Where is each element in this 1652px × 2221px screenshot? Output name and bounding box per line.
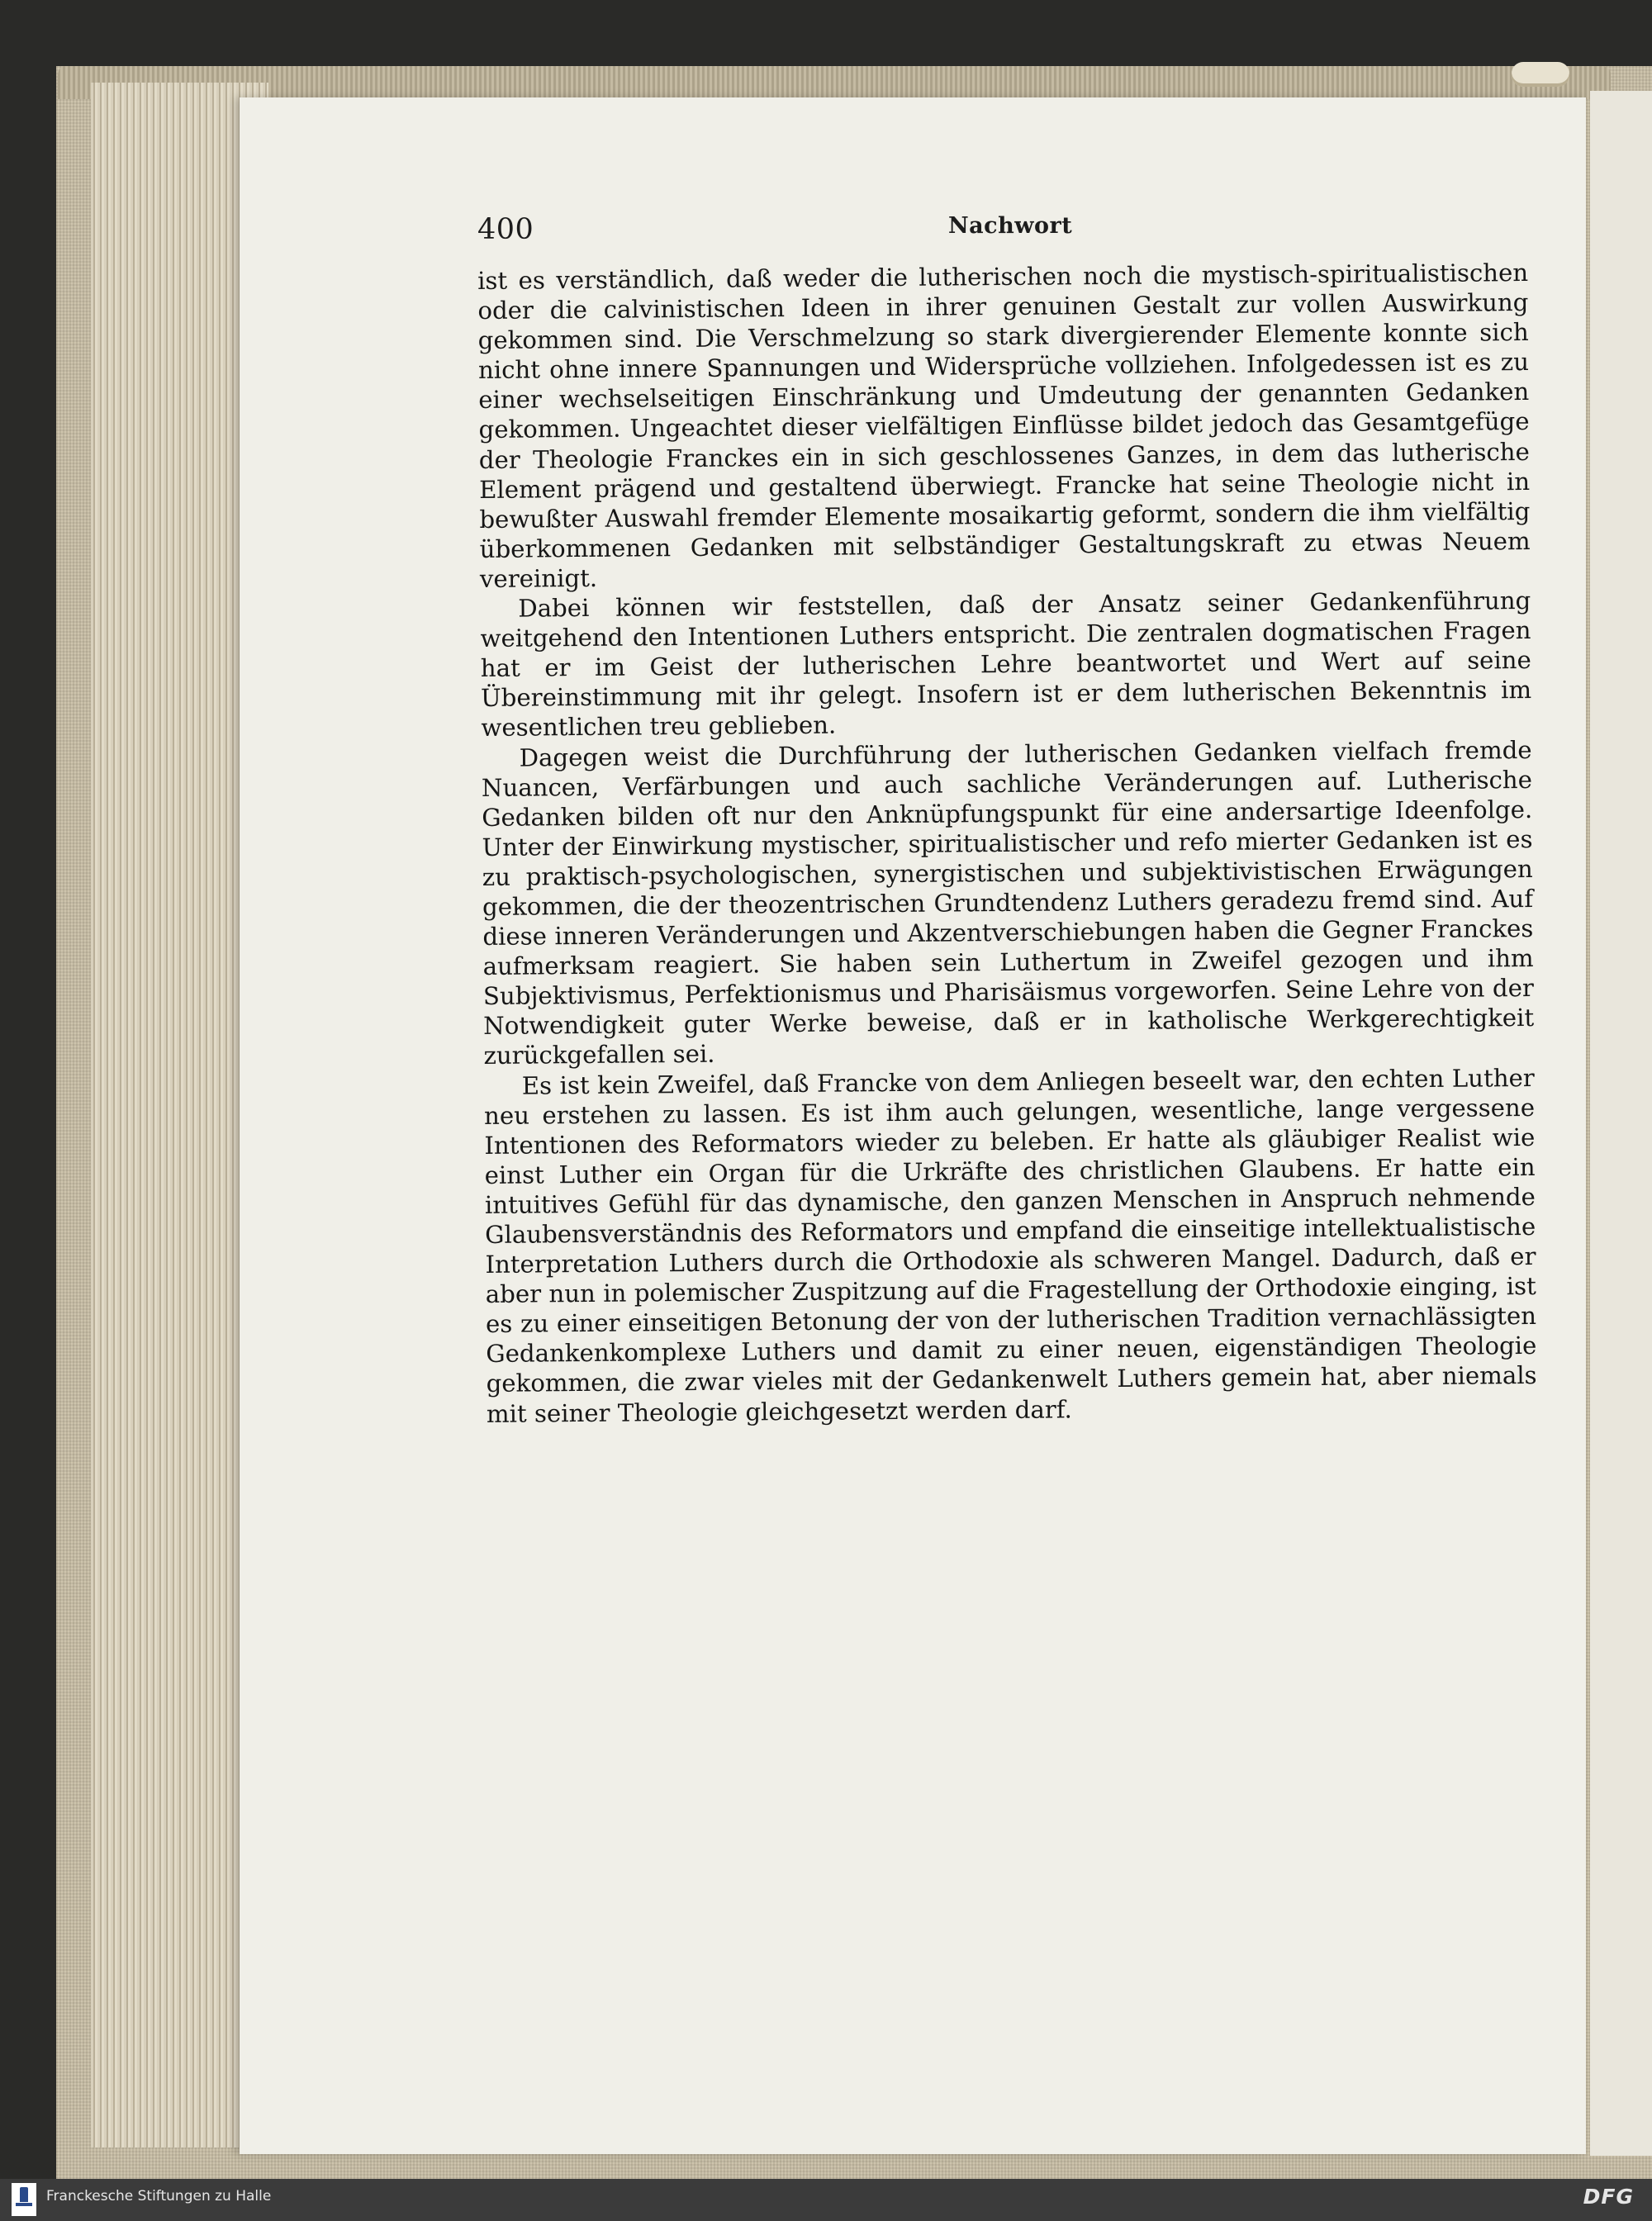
page-number: 400	[477, 213, 534, 246]
dfg-badge: DFG	[1583, 2185, 1634, 2209]
paragraph: Dabei können wir feststellen, daß der Ansatz seiner Gedankenführung weitgehend den Intentionen Luthers entspricht. Die zentralen dogmatischen Fragen hat er im Geist der lutherischen Lehre beantwortet und Wert auf seine Übereinstimmung mit ihr gelegt. Insofern ist er dem lutherischen Bekenntnis im wesentlichen treu geblieben.	[480, 586, 1532, 743]
institution-logo-icon	[12, 2183, 36, 2216]
body-text	[477, 258, 1537, 1429]
paragraph: ist es verständlich, daß weder die lutherischen noch die mystisch-spiritualistischen oder die calvinistischen Ideen in ihrer genuinen Gestalt zur vollen Auswirkung gekommen sind. Die Verschmelzung so stark divergierender Elemente konnte sich nicht ohne innere Spannungen und Widersprüche vollziehen. Infolgedessen ist es zu einer wechselseitigen Einschränkung und Umdeutung der genannten Gedanken gekommen. Ungeachtet dieser vielfältigen Einflüsse bildet jedoch das Gesamtgefüge der Theologie Franckes ein in sich geschlossenes Ganzes, in dem das lutherische Element prägend und gestaltend überwiegt. Francke hat seine Theologie nicht in bewußter Auswahl fremder Elemente mosaikartig geformt, sondern die ihm vielfältig überkommenen Gedanken mit selbständiger Gestaltungskraft zu etwas Neuem vereinigt.	[477, 259, 1531, 593]
headband	[1512, 62, 1569, 87]
paragraph: Es ist kein Zweifel, daß Francke von dem Anliegen beseelt war, den echten Luther neu erstehen zu lassen. Es ist ihm auch gelungen, wesentliche, lange vergessene Intentionen des Reformators wieder zu beleben. Er hatte als gläubiger Realist wie einst Luther ein Organ für die Urkräfte des christlichen Glaubens. Er hatte ein intuitives Gefühl für das dynamische, den ganzen Menschen in Anspruch nehmende Glaubensverständnis des Reformators und empfand die einseitige intellektualistische Interpretation Luthers durch die Orthodoxie als schweren Mangel. Dadurch, daß er aber nun in polemischer Zuspitzung auf die Fragestellung der Orthodoxie einging, ist es zu einer einseitigen Betonung der von der lutherischen Tradition vernachlässigten Gedankenkomplexe Luthers und damit zu einer neuen, eigenständigen Theologie gekommen, die zwar vieles mit der Gedankenwelt Luthers gemein hat, aber niemals mit seiner Theologie gleichgesetzt werden darf.	[483, 1063, 1537, 1428]
paragraph: Dagegen weist die Durchführung der lutherischen Gedanken vielfach fremde Nuancen, Verfärbungen und auch sachliche Veränderungen auf. Lutherische Gedanken bilden oft nur den Anknüpfungspunkt für eine andersartige Ideenfolge. Unter der Einwirkung mystischer, spiritualistischer und refo mierter Gedanken ist es zu praktisch-psychologischen, synergistischen und subjektivistischen Erwägungen gekommen, die der theozentrischen Grundtendenz Luthers geradezu fremd sind. Auf diese inneren Veränderungen und Akzentverschiebungen haben die Gegner Franckes aufmerksam reagiert. Sie haben sein Luthertum in Zweifel gezogen und ihm Subjektivismus, Perfektionismus und Pharisäismus vorgeworfen. Seine Lehre von der Notwendigkeit guter Werke beweise, daß er in katholische Werkgerechtigkeit zurückgefallen sei.	[481, 735, 1535, 1070]
running-title: Nachwort	[948, 213, 1073, 239]
footer-institution-label: Franckesche Stiftungen zu Halle	[46, 2188, 272, 2204]
facing-page-edge	[1590, 91, 1652, 2156]
book-spine-top	[58, 66, 1611, 99]
running-head	[477, 213, 1528, 254]
